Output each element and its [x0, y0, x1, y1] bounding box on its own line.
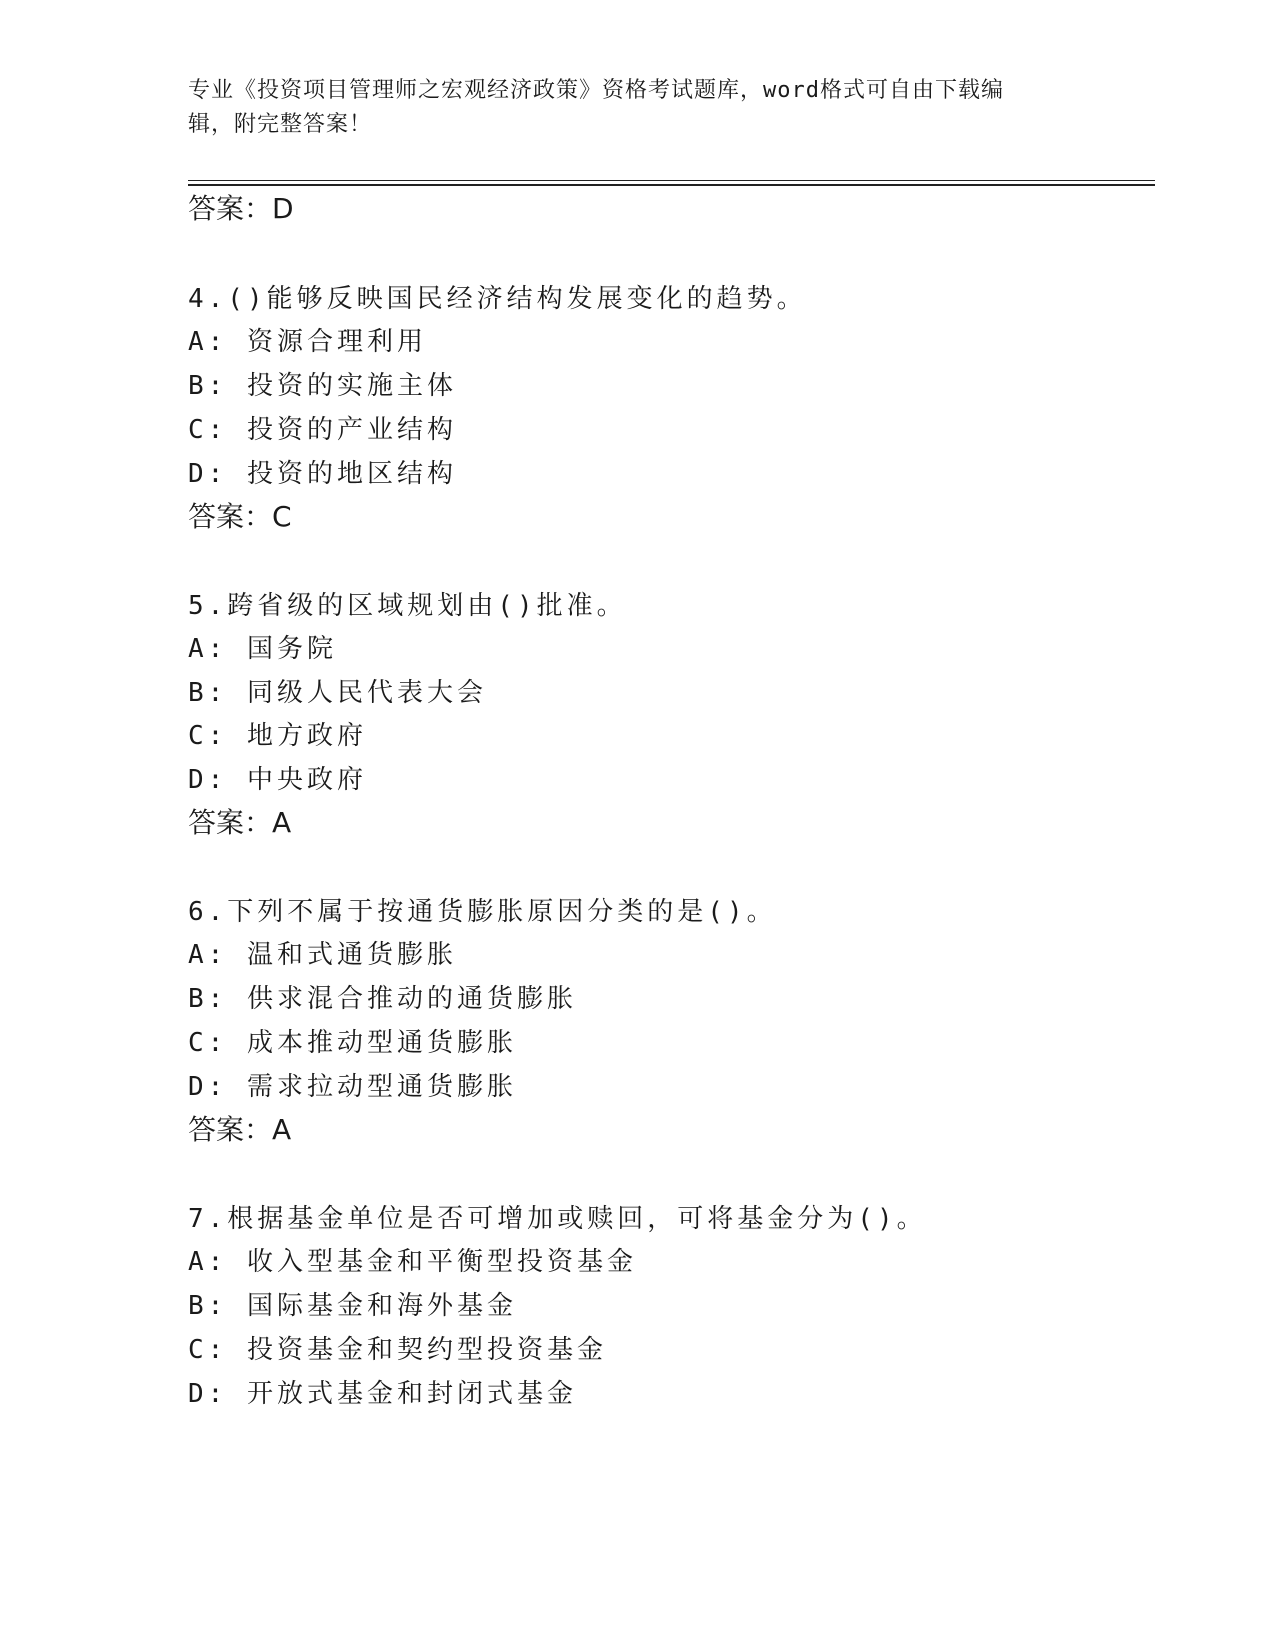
question-5-option-a: A: 国务院 [188, 634, 337, 664]
header-line-1: 专业《投资项目管理师之宏观经济政策》资格考试题库，word格式可自由下载编 [188, 78, 1004, 103]
question-5-option-b: B: 同级人民代表大会 [188, 678, 487, 708]
answer-q4: 答案：C [188, 500, 292, 533]
question-7-option-b: B: 国际基金和海外基金 [188, 1291, 517, 1321]
question-4-option-d: D: 投资的地区结构 [188, 459, 457, 489]
question-7-option-d: D: 开放式基金和封闭式基金 [188, 1379, 577, 1409]
header-divider-thick [188, 184, 1155, 186]
question-5-option-d: D: 中央政府 [188, 765, 367, 795]
question-4-stem: 4.()能够反映国民经济结构发展变化的趋势。 [188, 284, 807, 314]
header-line-2: 辑，附完整答案！ [188, 112, 373, 137]
question-6-option-b: B: 供求混合推动的通货膨胀 [188, 984, 577, 1014]
answer-q6: 答案：A [188, 1113, 292, 1146]
question-5-stem: 5.跨省级的区域规划由()批准。 [188, 591, 627, 621]
question-6-option-d: D: 需求拉动型通货膨胀 [188, 1072, 517, 1102]
question-7-stem: 7.根据基金单位是否可增加或赎回，可将基金分为()。 [188, 1204, 927, 1234]
answer-q5: 答案：A [188, 806, 292, 839]
question-6-stem: 6.下列不属于按通货膨胀原因分类的是()。 [188, 897, 777, 927]
question-4-option-c: C: 投资的产业结构 [188, 415, 457, 445]
question-6-option-c: C: 成本推动型通货膨胀 [188, 1028, 517, 1058]
question-4-option-b: B: 投资的实施主体 [188, 371, 457, 401]
question-7-option-c: C: 投资基金和契约型投资基金 [188, 1335, 607, 1365]
question-7-option-a: A: 收入型基金和平衡型投资基金 [188, 1247, 637, 1277]
question-4-option-a: A: 资源合理利用 [188, 327, 427, 357]
question-6-option-a: A: 温和式通货膨胀 [188, 940, 457, 970]
document-header [188, 74, 1068, 142]
answer-q3: 答案：D [188, 192, 294, 225]
header-divider-thin [188, 180, 1155, 181]
question-5-option-c: C: 地方政府 [188, 721, 367, 751]
